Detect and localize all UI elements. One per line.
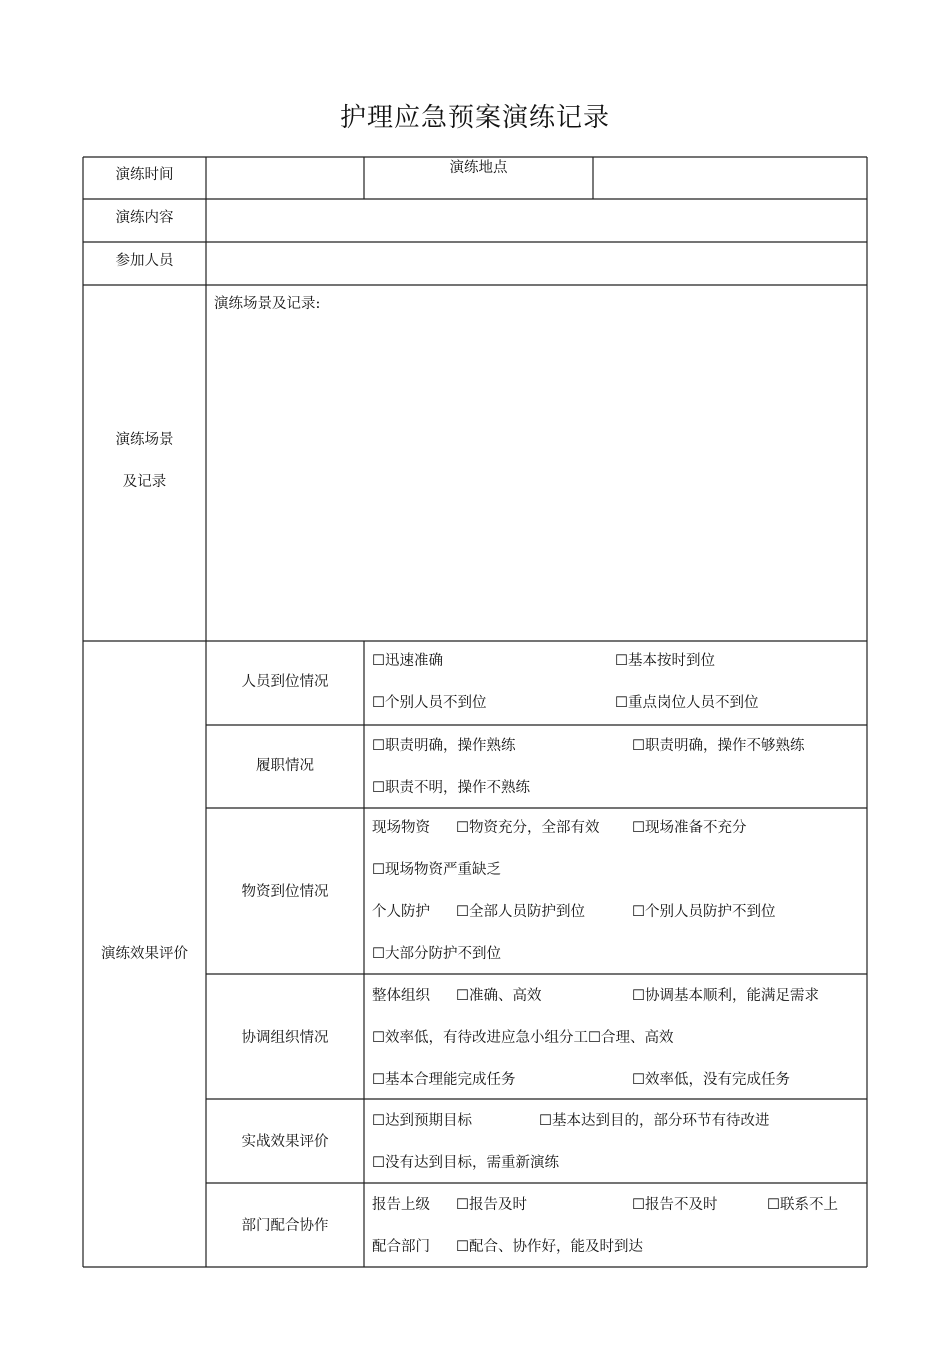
option-checkbox[interactable]: ☐基本按时到位	[615, 653, 715, 669]
scene-field-label: 演练场景及记录:	[214, 296, 321, 312]
eval-row-label: 履职情况	[256, 758, 314, 774]
option-checkbox[interactable]: ☐效率低，有待改进应急小组分工☐合理、高效	[372, 1030, 674, 1046]
eval-row-label: 实战效果评价	[241, 1134, 329, 1150]
option-checkbox[interactable]: ☐职责明确，操作熟练	[372, 738, 516, 754]
option-checkbox[interactable]: ☐重点岗位人员不到位	[615, 695, 759, 711]
sub-label: 现场物资	[372, 820, 430, 836]
option-checkbox[interactable]: ☐大部分防护不到位	[372, 946, 501, 962]
option-checkbox[interactable]: ☐现场物资严重缺乏	[372, 862, 501, 878]
eval-row-label: 人员到位情况	[241, 674, 329, 690]
sub-label: 整体组织	[372, 988, 430, 1004]
option-checkbox[interactable]: ☐达到预期目标	[372, 1113, 472, 1129]
option-checkbox[interactable]: ☐配合、协作好，能及时到达	[456, 1239, 643, 1255]
option-checkbox[interactable]: ☐全部人员防护到位	[456, 904, 585, 920]
option-checkbox[interactable]: ☐报告及时	[456, 1197, 527, 1213]
eval-row-label: 物资到位情况	[241, 884, 329, 900]
place-label: 演练地点	[449, 160, 508, 176]
option-checkbox[interactable]: ☐联系不上	[767, 1197, 838, 1213]
sub-label: 报告上级	[372, 1197, 430, 1213]
option-checkbox[interactable]: ☐没有达到目标，需重新演练	[372, 1155, 559, 1171]
participants-label: 参加人员	[115, 253, 174, 269]
sub-label: 配合部门	[372, 1239, 430, 1255]
scene-label-line1: 演练场景	[115, 432, 174, 448]
option-checkbox[interactable]: ☐报告不及时	[632, 1197, 718, 1213]
option-checkbox[interactable]: ☐职责明确，操作不够熟练	[632, 738, 805, 754]
option-checkbox[interactable]: ☐个别人员防护不到位	[632, 904, 776, 920]
option-checkbox[interactable]: ☐迅速准确	[372, 653, 443, 669]
option-checkbox[interactable]: ☐协调基本顺利，能满足需求	[632, 988, 819, 1004]
option-checkbox[interactable]: ☐基本达到目的，部分环节有待改进	[539, 1113, 770, 1129]
option-checkbox[interactable]: ☐效率低，没有完成任务	[632, 1072, 790, 1088]
option-checkbox[interactable]: ☐现场准备不充分	[632, 820, 747, 836]
eval-row-label: 协调组织情况	[241, 1030, 329, 1046]
time-label: 演练时间	[115, 167, 174, 183]
scene-label-line2: 及记录	[122, 474, 167, 490]
content-label: 演练内容	[115, 210, 174, 226]
option-checkbox[interactable]: ☐职责不明，操作不熟练	[372, 780, 530, 796]
option-checkbox[interactable]: ☐个别人员不到位	[372, 695, 487, 711]
option-checkbox[interactable]: ☐基本合理能完成任务	[372, 1072, 516, 1088]
eval-row-label: 部门配合协作	[241, 1218, 329, 1234]
evaluation-label: 演练效果评价	[101, 946, 188, 962]
page-title: 护理应急预案演练记录	[339, 103, 610, 133]
sub-label: 个人防护	[372, 904, 430, 920]
option-checkbox[interactable]: ☐准确、高效	[456, 988, 542, 1004]
option-checkbox[interactable]: ☐物资充分，全部有效	[456, 820, 600, 836]
